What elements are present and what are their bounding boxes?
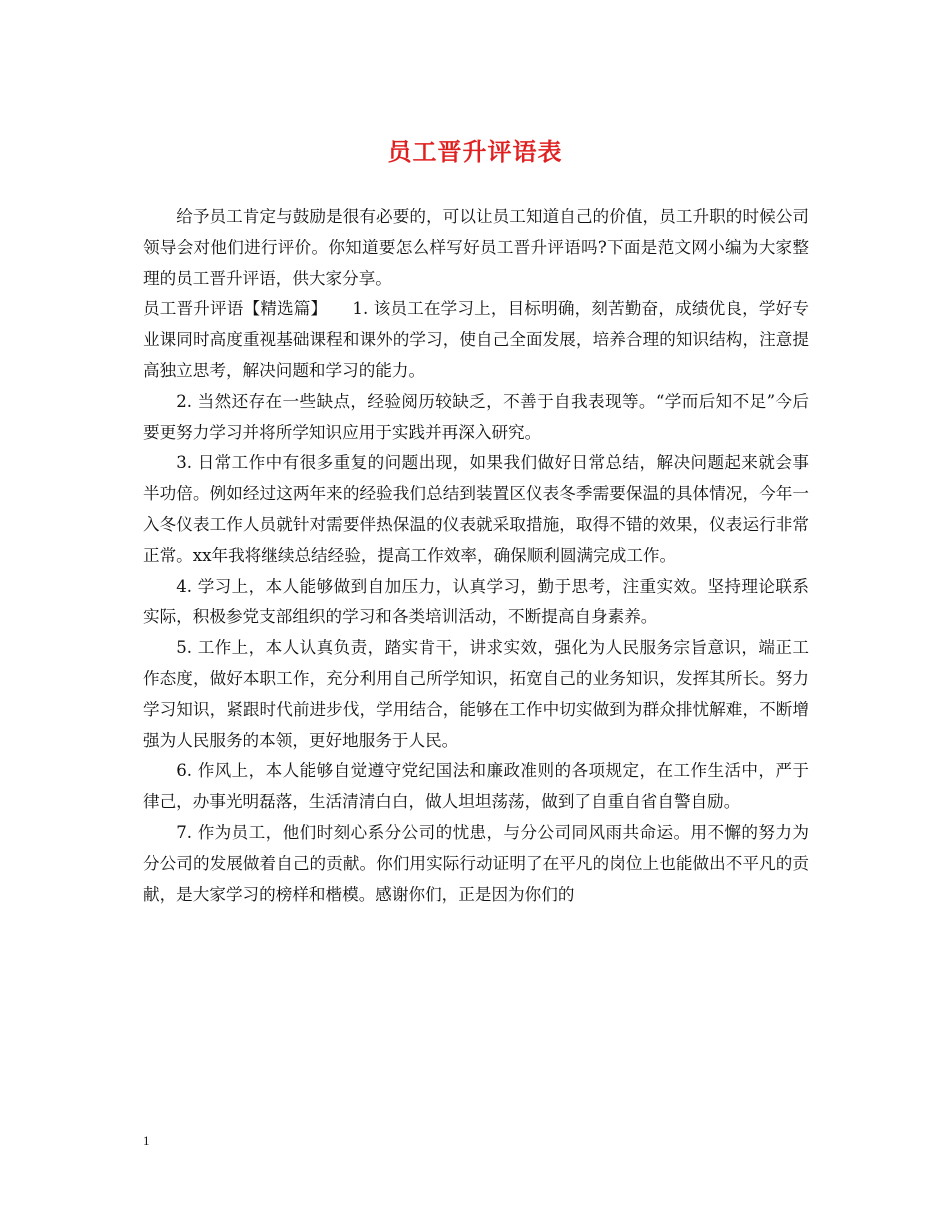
paragraph-item-4: 4. 学习上，本人能够做到自加压力，认真学习，勤于思考，注重实效。坚持理论联系实际，积极参党支部组织的学习和各类培训活动，不断提高自身素养。 [143,576,809,627]
intro-paragraph: 给予员工肯定与鼓励是很有必要的，可以让员工知道自己的价值，员工升职的时候公司领导会对他们进行评价。你知道要怎么样写好员工晋升评语吗?下面是范文网小编为大家整理的员工晋升评语，供大家分享。 [143,207,809,288]
paragraph-item-7: 7. 作为员工，他们时刻心系分公司的忧患，与分公司同风雨共命运。用不懈的努力为分公司的发展做着自己的贡献。你们用实际行动证明了在平凡的岗位上也能做出不平凡的贡献，是大家学习的榜样和楷模。感谢你们，正是因为你们的 [143,822,809,904]
paragraph-item-3: 3. 日常工作中有很多重复的问题出现，如果我们做好日常总结，解决问题起来就会事半功倍。例如经过这两年来的经验我们总结到装置区仪表冬季需要保温的具体情况，今年一入冬仪表工作人员就针对需要伴热保温的仪表就采取措施，取得不错的效果，仪表运行非常正常。xx年我将继续总结经验，提高工作效率，确保顺利圆满完成工作。 [143,453,809,565]
page-number: 1 [143,1133,150,1148]
document-title: 员工晋升评语表 [387,137,563,166]
paragraph-item-2: 2. 当然还存在一些缺点，经验阅历较缺乏，不善于自我表现等。“学而后知不足”今后要更努力学习并将所学知识应用于实践并再深入研究。 [143,391,809,442]
paragraph-item-1: 员工晋升评语【精选篇】 1. 该员工在学习上，目标明确，刻苦勤奋，成绩优良，学好专业课同时高度重视基础课程和课外的学习，使自己全面发展，培养合理的知识结构，注意提高独立思考，解决问题和学习的能力。 [143,299,809,380]
paragraph-item-6: 6. 作风上，本人能够自觉遵守党纪国法和廉政准则的各项规定，在工作生活中，严于律己，办事光明磊落，生活清清白白，做人坦坦荡荡，做到了自重自省自警自励。 [143,761,809,812]
paragraph-item-5: 5. 工作上，本人认真负责，踏实肯干，讲求实效，强化为人民服务宗旨意识，端正工作态度，做好本职工作，充分利用自己所学知识，拓宽自己的业务知识，发挥其所长。努力学习知识，紧跟时代前进步伐，学用结合，能够在工作中切实做到为群众排忧解难，不断增强为人民服务的本领，更好地服务于人民。 [143,638,809,750]
document-body [143,202,809,910]
